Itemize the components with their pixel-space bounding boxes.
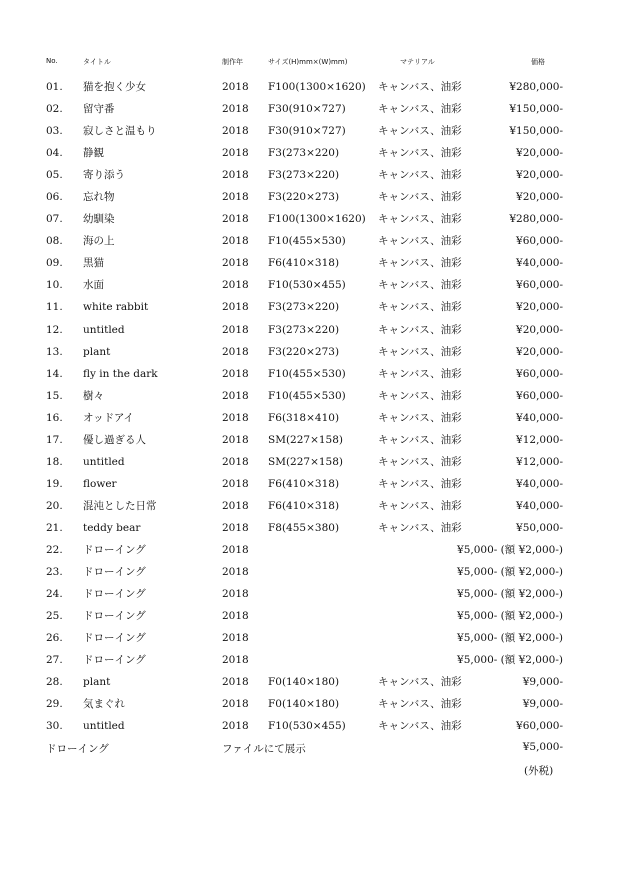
- artwork-title: untitled: [83, 323, 125, 336]
- artwork-price: ¥20,000-: [516, 169, 563, 182]
- artwork-material: キャンバス、油彩: [378, 81, 462, 93]
- artwork-size: F30(910×727): [268, 125, 346, 138]
- artwork-year: 2018: [222, 279, 249, 292]
- table-row: [0, 320, 619, 342]
- artwork-size: F6(410×318): [268, 477, 340, 490]
- row-number: 14.: [46, 367, 63, 380]
- row-number: 11.: [46, 301, 63, 314]
- artwork-material: キャンバス、油彩: [378, 103, 462, 116]
- artwork-price: ¥5,000- (額 ¥2,000-): [457, 632, 563, 645]
- artwork-price: ¥40,000-: [516, 477, 563, 490]
- footer-drawing-row: [0, 741, 619, 757]
- artwork-size: F10(455×530): [268, 367, 346, 380]
- artwork-price: ¥280,000-: [509, 81, 563, 93]
- artwork-year: 2018: [222, 566, 249, 579]
- row-number: 19.: [46, 477, 63, 490]
- artwork-title: 気まぐれ: [83, 698, 125, 711]
- row-number: 22.: [46, 543, 63, 556]
- artwork-year: 2018: [222, 125, 249, 138]
- artwork-material: キャンバス、油彩: [378, 235, 462, 248]
- row-number: 17.: [46, 433, 63, 446]
- artwork-year: 2018: [222, 301, 249, 314]
- artwork-material: キャンバス、油彩: [378, 169, 462, 182]
- row-number: 23.: [46, 566, 63, 579]
- artwork-year: 2018: [222, 235, 249, 248]
- artwork-material: キャンバス、油彩: [378, 257, 462, 270]
- artwork-size: F3(220×273): [268, 345, 340, 358]
- artwork-price: ¥60,000-: [516, 720, 563, 733]
- row-number: 03.: [46, 125, 63, 138]
- row-number: 16.: [46, 411, 63, 424]
- artwork-title: ドローイング: [83, 588, 146, 601]
- artwork-size: F3(273×220): [268, 301, 340, 314]
- artwork-size: F10(455×530): [268, 389, 346, 402]
- table-row: [0, 408, 619, 430]
- artwork-material: キャンバス、油彩: [378, 147, 462, 160]
- artwork-title: 黒猫: [83, 257, 104, 270]
- header-year: 制作年: [222, 58, 243, 66]
- artwork-price: ¥12,000-: [516, 433, 563, 446]
- artwork-year: 2018: [222, 213, 249, 226]
- artwork-size: SM(227×158): [268, 433, 344, 446]
- artwork-year: 2018: [222, 521, 249, 534]
- artwork-material: キャンバス、油彩: [378, 411, 462, 424]
- artwork-material: キャンバス、油彩: [378, 676, 462, 689]
- table-row: [0, 342, 619, 364]
- row-number: 07.: [46, 213, 63, 226]
- artwork-price: ¥40,000-: [516, 257, 563, 270]
- artwork-size: F3(220×273): [268, 191, 340, 204]
- artwork-year: 2018: [222, 81, 249, 93]
- artwork-price: ¥40,000-: [516, 499, 563, 512]
- artwork-material: キャンバス、油彩: [378, 455, 462, 468]
- artwork-material: キャンバス、油彩: [378, 477, 462, 490]
- row-number: 21.: [46, 521, 63, 534]
- artwork-year: 2018: [222, 720, 249, 733]
- table-row: [0, 562, 619, 584]
- artwork-year: 2018: [222, 367, 249, 380]
- table-row: [0, 209, 619, 231]
- artwork-title: ドローイング: [83, 654, 146, 667]
- artwork-price: ¥12,000-: [516, 455, 563, 468]
- table-row: [0, 430, 619, 452]
- artwork-title: オッドアイ: [83, 411, 134, 424]
- artwork-size: F3(273×220): [268, 169, 340, 182]
- artwork-year: 2018: [222, 698, 249, 711]
- artwork-size: F10(530×455): [268, 720, 346, 733]
- artwork-price: ¥20,000-: [516, 147, 563, 160]
- table-row: [0, 297, 619, 319]
- footer-label: ドローイング: [46, 743, 109, 755]
- header-price: 価格: [531, 58, 545, 66]
- artwork-material: キャンバス、油彩: [378, 125, 462, 138]
- artwork-title: ドローイング: [83, 566, 146, 579]
- row-number: 12.: [46, 323, 63, 336]
- artwork-year: 2018: [222, 323, 249, 336]
- table-row: [0, 253, 619, 275]
- row-number: 30.: [46, 720, 63, 733]
- footer-tax-row: [0, 763, 619, 779]
- row-number: 08.: [46, 235, 63, 248]
- artwork-title: flower: [83, 477, 117, 490]
- artwork-size: F100(1300×1620): [268, 213, 366, 226]
- artwork-size: F3(273×220): [268, 147, 340, 160]
- table-row: [0, 386, 619, 408]
- artwork-year: 2018: [222, 676, 249, 689]
- artwork-price: ¥20,000-: [516, 345, 563, 358]
- artwork-price: ¥60,000-: [516, 367, 563, 380]
- table-header: [0, 57, 619, 69]
- artwork-price: ¥9,000-: [522, 698, 563, 711]
- artwork-material: キャンバス、油彩: [378, 279, 462, 292]
- artwork-year: 2018: [222, 103, 249, 116]
- artwork-price: ¥150,000-: [509, 125, 563, 138]
- table-row: [0, 540, 619, 562]
- row-number: 24.: [46, 588, 63, 601]
- header-no: No.: [46, 57, 58, 65]
- table-row: [0, 496, 619, 518]
- artwork-price: ¥50,000-: [516, 521, 563, 534]
- tax-note: (外税): [524, 765, 554, 777]
- artwork-title: plant: [83, 345, 111, 358]
- footer-price: ¥5,000-: [522, 741, 563, 753]
- table-row: [0, 364, 619, 386]
- artwork-price: ¥60,000-: [516, 235, 563, 248]
- artwork-year: 2018: [222, 543, 249, 556]
- artwork-material: キャンバス、油彩: [378, 301, 462, 314]
- artwork-year: 2018: [222, 588, 249, 601]
- table-row: [0, 694, 619, 716]
- artwork-title: 混沌とした日常: [83, 499, 157, 512]
- artwork-size: F100(1300×1620): [268, 81, 366, 93]
- table-row: [0, 121, 619, 143]
- artwork-material: キャンバス、油彩: [378, 698, 462, 711]
- artwork-price: ¥5,000- (額 ¥2,000-): [457, 566, 563, 579]
- artwork-size: F8(455×380): [268, 521, 340, 534]
- artwork-price: ¥5,000- (額 ¥2,000-): [457, 654, 563, 667]
- table-row: [0, 474, 619, 496]
- artwork-year: 2018: [222, 169, 249, 182]
- artwork-material: キャンバス、油彩: [378, 191, 462, 204]
- table-row: [0, 650, 619, 672]
- artwork-title: untitled: [83, 720, 125, 733]
- artwork-price: ¥5,000- (額 ¥2,000-): [457, 543, 563, 556]
- artwork-price: ¥60,000-: [516, 279, 563, 292]
- artwork-title: 寄り添う: [83, 169, 125, 182]
- artwork-year: 2018: [222, 345, 249, 358]
- artwork-title: untitled: [83, 455, 125, 468]
- artwork-price: ¥20,000-: [516, 191, 563, 204]
- row-number: 09.: [46, 257, 63, 270]
- artwork-material: キャンバス、油彩: [378, 433, 462, 446]
- row-number: 02.: [46, 103, 63, 116]
- artwork-title: 優し過ぎる人: [83, 433, 146, 446]
- row-number: 26.: [46, 632, 63, 645]
- artwork-year: 2018: [222, 455, 249, 468]
- table-row: [0, 628, 619, 650]
- table-row: [0, 584, 619, 606]
- footer-note: ファイルにて展示: [222, 743, 306, 755]
- artwork-material: キャンバス、油彩: [378, 389, 462, 402]
- artwork-title: 水面: [83, 279, 104, 292]
- artwork-size: F10(530×455): [268, 279, 346, 292]
- artwork-title: white rabbit: [83, 301, 149, 314]
- artwork-title: ドローイング: [83, 610, 146, 623]
- artwork-year: 2018: [222, 411, 249, 424]
- artwork-size: F0(140×180): [268, 676, 340, 689]
- artwork-title: ドローイング: [83, 632, 146, 645]
- artwork-size: F6(410×318): [268, 257, 340, 270]
- artwork-title: 猫を抱く少女: [83, 81, 146, 93]
- artwork-size: F3(273×220): [268, 323, 340, 336]
- artwork-size: F6(318×410): [268, 411, 340, 424]
- header-size: サイズ(H)mm×(W)mm): [268, 58, 348, 66]
- artwork-year: 2018: [222, 499, 249, 512]
- artwork-price: ¥280,000-: [509, 213, 563, 226]
- artwork-material: キャンバス、油彩: [378, 345, 462, 358]
- table-row: [0, 716, 619, 738]
- row-number: 13.: [46, 345, 63, 358]
- row-number: 28.: [46, 676, 63, 689]
- row-number: 05.: [46, 169, 63, 182]
- row-number: 06.: [46, 191, 63, 204]
- row-number: 27.: [46, 654, 63, 667]
- artwork-price: ¥5,000- (額 ¥2,000-): [457, 588, 563, 601]
- table-row: [0, 452, 619, 474]
- artwork-year: 2018: [222, 610, 249, 623]
- artwork-title: 静観: [83, 147, 104, 160]
- row-number: 04.: [46, 147, 63, 160]
- artwork-size: F6(410×318): [268, 499, 340, 512]
- artwork-year: 2018: [222, 654, 249, 667]
- artwork-title: teddy bear: [83, 521, 141, 534]
- artwork-title: plant: [83, 676, 111, 689]
- artwork-size: SM(227×158): [268, 455, 344, 468]
- table-row: [0, 518, 619, 540]
- artwork-title: fly in the dark: [83, 367, 158, 380]
- table-row: [0, 77, 619, 99]
- artwork-title: 忘れ物: [83, 191, 115, 204]
- artwork-price: ¥5,000- (額 ¥2,000-): [457, 610, 563, 623]
- table-row: [0, 672, 619, 694]
- artwork-title: 留守番: [83, 103, 115, 116]
- row-number: 15.: [46, 389, 63, 402]
- table-row: [0, 143, 619, 165]
- artwork-title: 寂しさと温もり: [83, 125, 157, 138]
- row-number: 10.: [46, 279, 63, 292]
- artwork-year: 2018: [222, 433, 249, 446]
- artwork-material: キャンバス、油彩: [378, 213, 462, 226]
- table-row: [0, 275, 619, 297]
- artwork-material: キャンバス、油彩: [378, 720, 462, 733]
- row-number: 18.: [46, 455, 63, 468]
- artwork-price: ¥60,000-: [516, 389, 563, 402]
- artwork-price: ¥20,000-: [516, 301, 563, 314]
- artwork-title: 幼馴染: [83, 213, 115, 226]
- table-row: [0, 99, 619, 121]
- artwork-material: キャンバス、油彩: [378, 499, 462, 512]
- row-number: 25.: [46, 610, 63, 623]
- artwork-title: 海の上: [83, 235, 115, 248]
- artwork-price: ¥9,000-: [522, 676, 563, 689]
- artwork-year: 2018: [222, 191, 249, 204]
- artwork-year: 2018: [222, 257, 249, 270]
- table-row: [0, 187, 619, 209]
- row-number: 20.: [46, 499, 63, 512]
- artwork-size: F0(140×180): [268, 698, 340, 711]
- artwork-title: 樹々: [83, 389, 104, 402]
- row-number: 01.: [46, 81, 63, 93]
- header-material: マテリアル: [400, 58, 435, 66]
- artwork-year: 2018: [222, 477, 249, 490]
- artwork-material: キャンバス、油彩: [378, 367, 462, 380]
- artwork-material: キャンバス、油彩: [378, 521, 462, 534]
- artwork-size: F10(455×530): [268, 235, 346, 248]
- table-row: [0, 231, 619, 253]
- artwork-year: 2018: [222, 147, 249, 160]
- artwork-price: ¥20,000-: [516, 323, 563, 336]
- row-number: 29.: [46, 698, 63, 711]
- artwork-year: 2018: [222, 632, 249, 645]
- artwork-title: ドローイング: [83, 543, 146, 556]
- table-row: [0, 165, 619, 187]
- header-title: タイトル: [83, 58, 111, 66]
- artwork-size: F30(910×727): [268, 103, 346, 116]
- table-row: [0, 606, 619, 628]
- artwork-material: キャンバス、油彩: [378, 323, 462, 336]
- artwork-price: ¥150,000-: [509, 103, 563, 116]
- artwork-price: ¥40,000-: [516, 411, 563, 424]
- artwork-list: [0, 77, 619, 738]
- artwork-year: 2018: [222, 389, 249, 402]
